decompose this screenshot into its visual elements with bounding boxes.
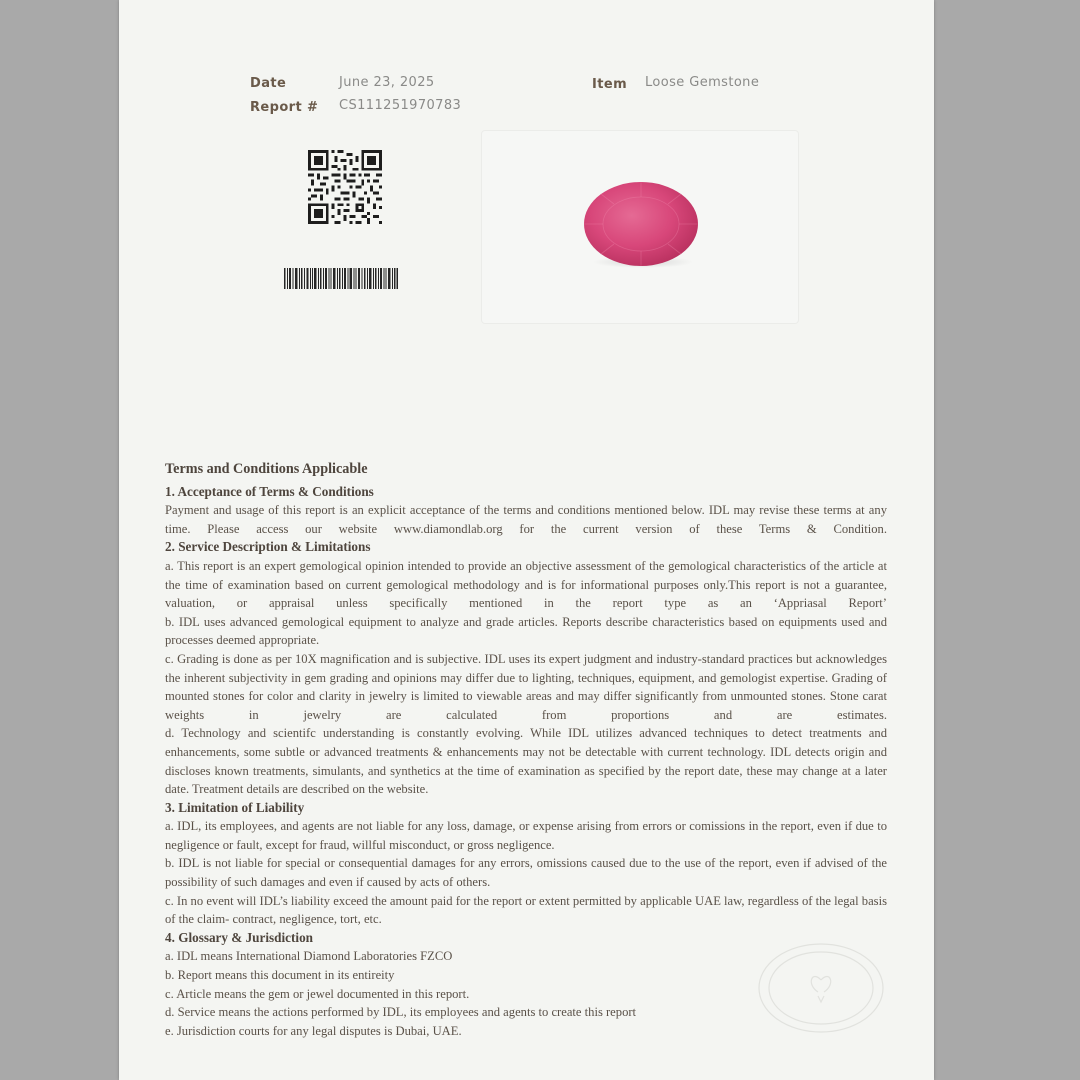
terms-title: Terms and Conditions Applicable <box>165 461 368 477</box>
section-heading-service: 2. Service Description & Limitations <box>165 539 371 555</box>
glossary-item: a. IDL means International Diamond Laboratories FZCO <box>165 949 453 964</box>
glossary-item: d. Service means the actions performed by IDL, its employees and agents to create this report <box>165 1005 637 1020</box>
report-sheet <box>119 0 934 1080</box>
terms-paragraph: b. IDL uses advanced gemological equipment to analyze and grade articles. Reports describe characteristics based on equipments used and processes deemed appropriate. <box>165 614 887 648</box>
terms-paragraph: Payment and usage of this report is an explicit acceptance of the terms and conditions mentioned below. IDL may revise these terms at any time. Please access our website www.diamondlab.org for the current version of these Terms & Condition. <box>165 503 887 536</box>
report-number-label: Report # <box>250 100 319 115</box>
qr-code-icon <box>307 150 383 224</box>
embossed-seal-icon <box>756 940 886 1035</box>
terms-paragraph: c. In no event will IDL’s liability exceed the amount paid for the report or extent permitted by applicable UAE law, regardless of the legal basis of the claim- contract, negligence, tort, etc. <box>165 893 887 927</box>
section-heading-acceptance: 1. Acceptance of Terms & Conditions <box>165 483 374 499</box>
section-heading-glossary: 4. Glossary & Jurisdiction <box>165 929 313 945</box>
ruby-gemstone-image <box>583 180 701 270</box>
glossary-item: e. Jurisdiction courts for any legal disputes is Dubai, UAE. <box>165 1023 462 1038</box>
terms-paragraph: d. Technology and scientifc understanding is constantly evolving. While IDL utilizes advanced techniques to detect treatments and enhancements, some subtle or advanced treatments & enhancements may not be detectable with current technology. IDL detects origin and discloses known treatments, simulants, and synthetics at the time of examination as specified by the report date, these may change at a later date. Treatment details are described on the website. <box>165 726 887 797</box>
report-number-value: CS111251970783 <box>339 98 462 113</box>
date-value: June 23, 2025 <box>339 75 435 90</box>
glossary-item: b. Report means this document in its entireity <box>165 968 395 983</box>
glossary-item: c. Article means the gem or jewel documented in this report. <box>165 986 470 1001</box>
item-label: Item <box>592 77 628 92</box>
item-value: Loose Gemstone <box>645 75 760 90</box>
terms-paragraph: a. IDL, its employees, and agents are not liable for any loss, damage, or expense arising from errors or comissions in the report, even if due to negligence or fault, except for fraud, willful misconduct, or gross negligence. <box>165 819 887 852</box>
section-heading-liability: 3. Limitation of Liability <box>165 799 305 815</box>
terms-paragraph: b. IDL is not liable for special or consequential damages for any errors, omissions caused due to the use of the report, even if advised of the possibility of such damages and even if caused by acts of others. <box>165 856 887 890</box>
barcode-icon <box>284 268 398 289</box>
terms-paragraph: a. This report is an expert gemological opinion intended to provide an objective assessment of the gemological characteristics of the article at the time of examination based on current gemological methodology and is for informational purposes only.This report is not a guarantee, valuation, or appraisal unless specifically mentioned in the report type as an ‘Appriasal Report’ <box>165 558 887 611</box>
date-label: Date <box>250 76 287 91</box>
terms-paragraph: c. Grading is done as per 10X magnification and is subjective. IDL uses its expert judgment and industry-standard practices but acknowledges the inherent subjectivity in gem grading and opinions may differ due to lighting, techniques, equipment, and gemologist expertise. Grading of mounted stones for color and clarity in jewelry is limited to viewable areas and may differ significantly from unmounted stones. Stone carat weights in jewelry are calculated from proportions and are estimates. <box>165 651 887 722</box>
